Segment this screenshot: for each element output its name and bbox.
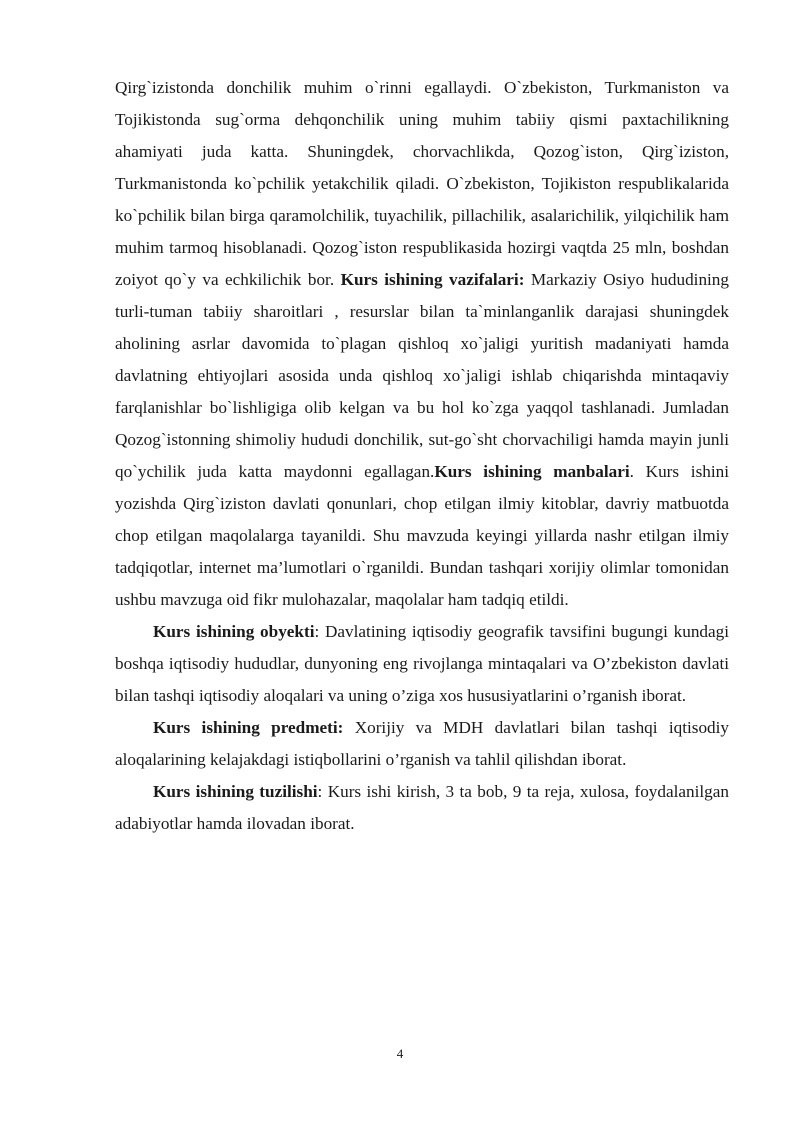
paragraph-tuzilishi-text: : Kurs ishi kirish, 3 ta bob, 9 ta reja, xulosa, foydalanilgan adabiyotlar hamda ilovadan iborat. — [115, 782, 729, 833]
heading-obyekti: Kurs ishining obyekti — [153, 622, 315, 641]
paragraph-obyekti — [115, 616, 729, 712]
paragraph-tuzilishi — [115, 776, 729, 840]
paragraph-intro — [115, 72, 729, 616]
paragraph-predmeti — [115, 712, 729, 776]
paragraph-vazifalari-text: Markaziy Osiyo hududining turli-tuman tabiiy sharoitlari , resurslar bilan ta`minlanganlik darajasi shuningdek aholining asrlar davomida to`plagan qishloq xo`jaligi yuritish madaniyati hamda davlatning ehtiyojlari asosida unda qishloq xo`jaligi ishlab chiqarishda mintaqaviy farqlanishlar bo`lishligiga olib kelgan va bu hol ko`zga yaqqol tashlanadi. Jumladan Qozog`istonning shimoliy hududi donchilik, sut-go`sht chorvachiligi hamda mayin junli qo`ychilik juda katta maydonni egallagan. — [115, 270, 729, 481]
document-body — [115, 72, 729, 840]
heading-predmeti: Kurs ishining predmeti: — [153, 718, 344, 737]
paragraph-predmeti-text: Xorijiy va MDH davlatlari bilan tashqi iqtisodiy aloqalarining kelajakdagi istiqbollarini o’rganish va tahlil qilishdan iborat. — [115, 718, 730, 769]
paragraph-obyekti-text: : Davlatining iqtisodiy geografik tavsifini bugungi kundagi boshqa iqtisodiy hududlar, dunyoning eng rivojlanga mintaqalari va O’zbekiston davlati bilan tashqi iqtisodiy aloqalari va uning o’ziga xos hususiyatlarini o’rganish iborat. — [115, 622, 729, 705]
heading-tuzilishi: Kurs ishining tuzilishi — [153, 782, 318, 801]
heading-manbalari: Kurs ishining manbalari — [434, 462, 630, 481]
heading-vazifalari: Kurs ishining vazifalari: — [340, 270, 525, 289]
paragraph-manbalari-text: . Kurs ishini yozishda Qirg`iziston davlati qonunlari, chop etilgan ilmiy kitoblar, davriy matbuotda chop etilgan maqolalarga tayanildi. Shu mavzuda keyingi yillarda nashr etilgan ilmiy tadqiqotlar, internet ma’lumotlari o`rganildi. Bundan tashqari xorijiy olimlar tomonidan ushbu mavzuga oid fikr mulohazalar, maqolalar ham tadqiq etildi. — [115, 462, 729, 609]
paragraph-intro-text: Qirg`izistonda donchilik muhim o`rinni egallaydi. O`zbekiston, Turkmaniston va Tojikistonda sug`orma dehqonchilik uning muhim tabiiy qismi paxtachilikning ahamiyati juda katta. Shuningdek, chorvachlikda, Qozog`iston, Qirg`iziston, Turkmanistonda ko`pchilik yetakchilik qiladi. O`zbekiston, Tojikiston respublikalarida ko`pchilik bilan birga qaramolchilik, tuyachilik, pillachilik, asalarichilik, yilqichilik ham muhim tarmoq hisoblanadi. Qozog`iston respublikasida hozirgi vaqtda 25 mln, boshdan zoiyot qo`y va echkilichik bor. — [115, 78, 729, 289]
page-number: 4 — [396, 1046, 404, 1061]
